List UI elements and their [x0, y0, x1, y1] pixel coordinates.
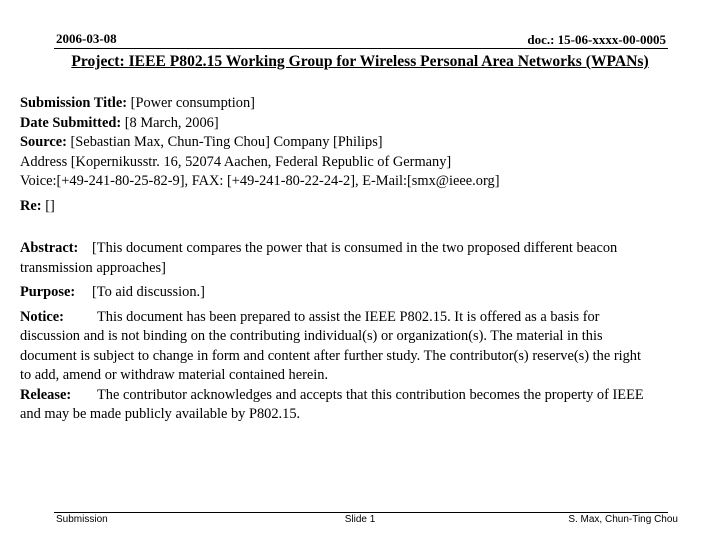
footer-slide-number: Slide 1 [344, 514, 376, 525]
date-submitted-value: [8 March, 2006] [124, 114, 219, 131]
address-line: Address [Kopernikusstr. 16, 52074 Aachen, Federal Republic of Germany] [20, 153, 452, 170]
header-date: 2006-03-08 [56, 31, 117, 46]
header-divider [54, 48, 668, 49]
header-doc-number: doc.: 15-06-xxxx-00-0005 [527, 32, 666, 47]
abstract-paragraph [20, 239, 714, 278]
notice-text-line-3: document is subject to change in form and content after further study. The contributor(s) reserve(s) the right [20, 347, 641, 364]
re-line [20, 197, 714, 217]
source-value: [Sebastian Max, Chun-Ting Chou] Company [Philips] [70, 134, 383, 150]
purpose-line [20, 283, 714, 303]
submission-title-label: Submission Title: [20, 95, 128, 111]
submission-title-line [20, 94, 714, 114]
re-label: Re: [20, 197, 42, 214]
page-title: Project: IEEE P802.15 Working Group for Wireless Personal Area Networks (WPANs) [71, 53, 649, 70]
date-submitted-line [20, 114, 714, 134]
submission-title-value: [Power consumption] [130, 95, 255, 111]
notice-text-line-2: discussion and is not binding on the contributing individual(s) or organization(s). The material in this [20, 328, 603, 344]
footer-authors: S. Max, Chun-Ting Chou [568, 514, 678, 525]
footer-divider [54, 512, 668, 513]
abstract-text-line-2: transmission approaches] [20, 259, 166, 276]
date-submitted-label: Date Submitted: [20, 114, 122, 131]
notice-label: Notice: [20, 308, 64, 325]
release-text-line-2: and may be made publicly available by P802.15. [20, 406, 301, 422]
notice-text-line-4: to add, amend or withdraw material contained herein. [20, 367, 329, 383]
footer-submission: Submission [56, 514, 108, 525]
abstract-text-line-1: [This document compares the power that is consumed in the two proposed different beacon [92, 240, 618, 256]
release-paragraph [20, 386, 714, 425]
re-value: [] [45, 197, 55, 214]
document-body [20, 94, 714, 425]
release-text-line-1: The contributor acknowledges and accepts that this contribution becomes the property of IEEE [97, 386, 644, 403]
purpose-label: Purpose: [20, 284, 76, 300]
release-label: Release: [20, 386, 72, 403]
abstract-label: Abstract: [20, 240, 79, 256]
notice-paragraph [20, 308, 714, 386]
voice-line: Voice:[+49-241-80-25-82-9], FAX: [+49-241-80-22-24-2], E-Mail:[smx@ieee.org] [20, 173, 500, 189]
notice-text-line-1: This document has been prepared to assist the IEEE P802.15. It is offered as a basis for [97, 308, 600, 325]
source-label: Source: [20, 134, 67, 150]
source-line [20, 133, 714, 153]
purpose-value: [To aid discussion.] [92, 284, 205, 300]
